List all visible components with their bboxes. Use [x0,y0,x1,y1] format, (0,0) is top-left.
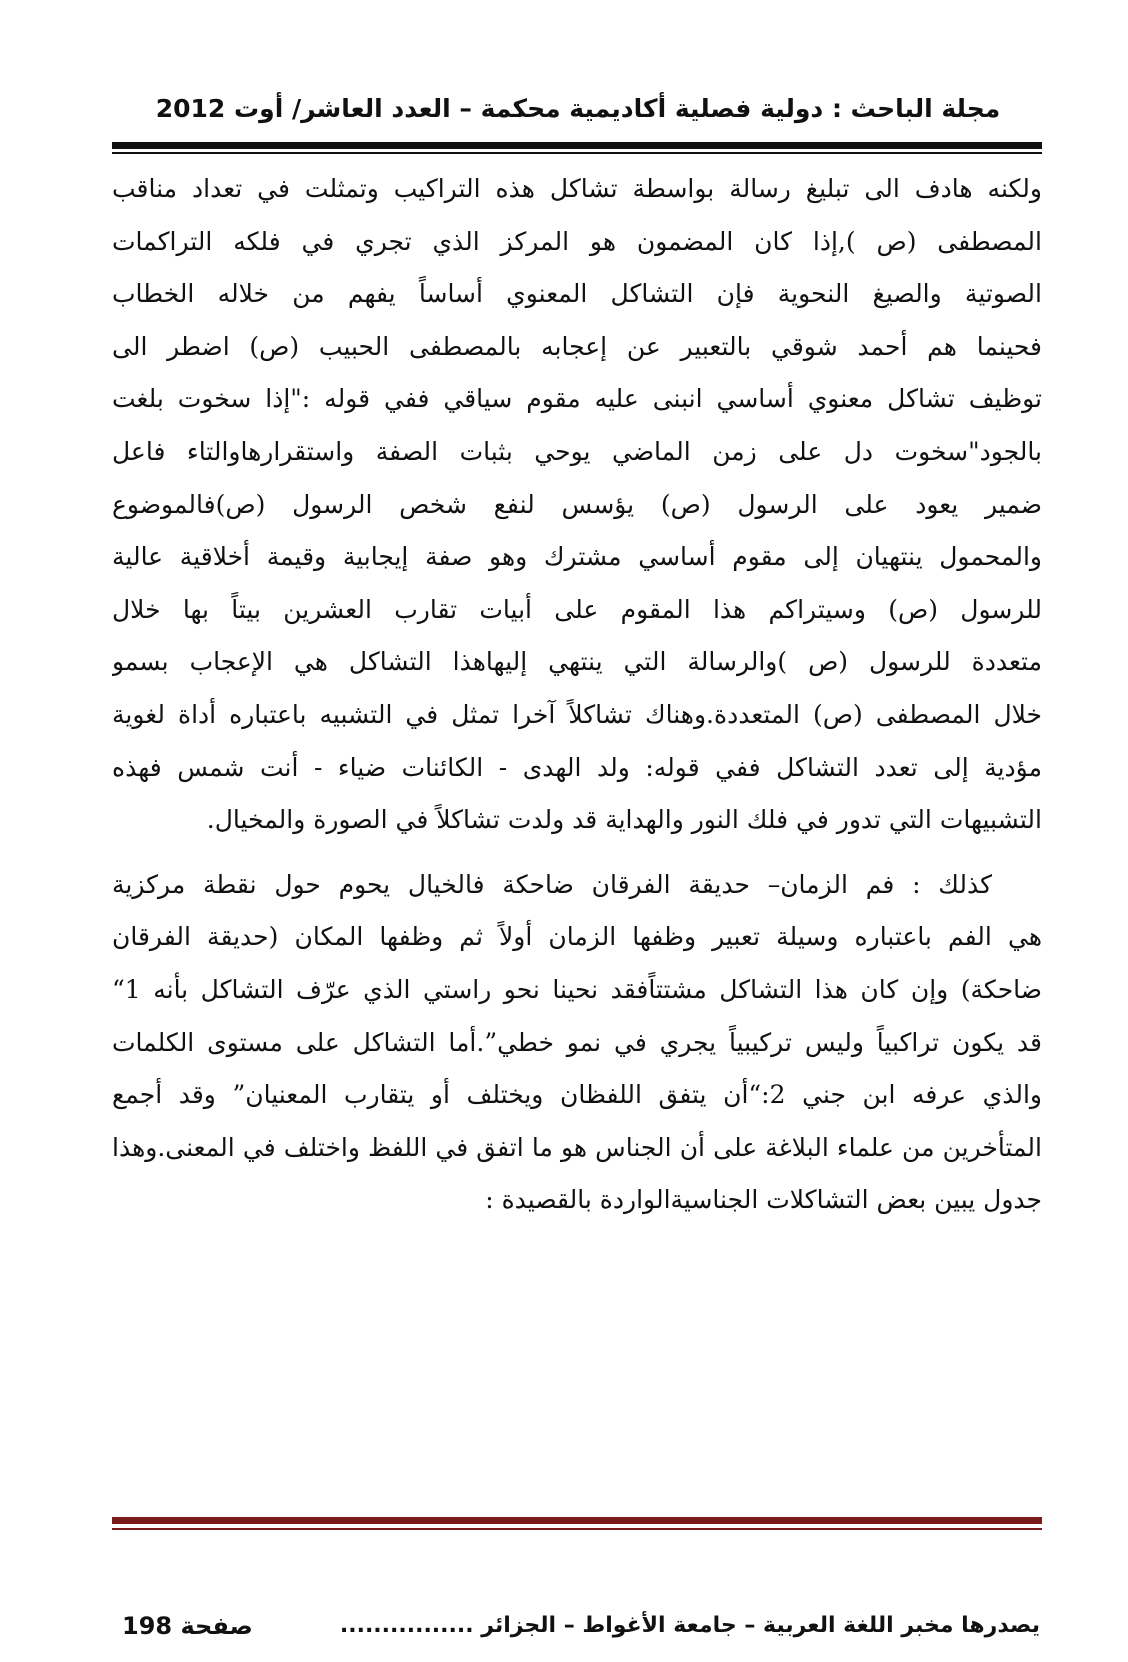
publisher-line: يصدرها مخبر اللغة العربية – جامعة الأغواط – الجزائر ................ [339,1613,1040,1638]
body-line-16: ضاحكة) وإن كان هذا التشاكل مشتتاًفقد نحينا نحو راستي الذي عرّف التشاكل بأنه 1“ [112,974,1042,1004]
header-rule-thin [112,152,1042,154]
body-line-11: خلال المصطفى (ص) المتعددة.وهناك تشاكلاً آخرا تمثل في التشبيه باعتباره أداة لغوية [112,699,1042,729]
body-line-7: ضمير يعود على الرسول (ص) يؤسس لنفع شخص الرسول (ص)فالموضوع [112,489,1042,519]
body-line-10: متعددة للرسول (ص )والرسالة التي ينتهي إليهاهذا التشاكل هي الإعجاب بسمو [112,647,1042,677]
body-line-5: توظيف تشاكل معنوي أساسي انبنى عليه مقوم سياقي ففي قوله :"إذا سخوت بلغت [112,384,1042,414]
body-line-6: بالجود"سخوت دل على زمن الماضي يوحي بثبات الصفة واستقرارهاوالتاء فاعل [112,436,1042,466]
body-line-17: قد يكون تراكبياً وليس تركيبياً يجري في نمو خطي”.أما التشاكل على مستوى الكلمات [112,1027,1042,1057]
body-line-19: المتأخرين من علماء البلاغة على أن الجناس هو ما اتفق في اللفظ واختلف في المعنى.وهذا [112,1132,1042,1162]
footer-rule-thin [112,1528,1042,1530]
footer-rule-thick [112,1517,1042,1524]
body-line-4: فحينما هم أحمد شوقي بالتعبير عن إعجابه بالمصطفى الحبيب (ص) اضطر الى [112,331,1042,361]
body-line-1: ولكنه هادف الى تبليغ رسالة بواسطة تشاكل هذه التراكيب وتمثلت في تعداد مناقب [112,174,1042,203]
body-line-18: والذي عرفه ابن جني 2:“أن يتفق اللفظان ويختلف أو يتقارب المعنيان” وقد أجمع [112,1080,1042,1110]
page-number: صفحة 198 [122,1612,253,1640]
body-line-8: والمحمول ينتهيان إلى مقوم أساسي مشترك وهو صفة إيجابية وقيمة أخلاقية عالية [112,542,1042,572]
article-body [112,163,1042,1227]
body-line-2: المصطفى (ص ),إذا كان المضمون هو المركز الذي تجري في فلكه التراكمات [112,226,1042,256]
body-line-12: مؤدية إلى تعدد التشاكل ففي قوله: ولد الهدى - الكائنات ضياء - أنت شمس فهذه [112,752,1042,782]
body-line-3: الصوتية والصيغ النحوية فإن التشاكل المعنوي أساساً يفهم من خلاله الخطاب [112,279,1042,309]
journal-header: مجلة الباحث : دولية فصلية أكاديمية محكمة – العدد العاشر/ أوت 2012 [155,94,1001,123]
body-line-15: هي الفم باعتباره وسيلة تعبير وظفها الزمان أولاً ثم وظفها المكان (حديقة الفرقان [112,922,1042,952]
body-line-20: جدول يبين بعض التشاكلات الجناسيةالواردة بالقصيدة : [485,1185,1042,1215]
body-line-14: كذلك : فم الزمان– حديقة الفرقان ضاحكة فالخيال يحوم حول نقطة مركزية [112,869,992,899]
paragraph-gap [112,847,1042,859]
body-line-9: للرسول (ص) وسيتراكم هذا المقوم على أبيات تقارب العشرين بيتاً بها خلال [112,594,1042,624]
body-line-13: التشبيهات التي تدور في فلك النور والهداية قد ولدت تشاكلاً في الصورة والمخيال. [206,805,1042,835]
header-rule-thick [112,142,1042,149]
